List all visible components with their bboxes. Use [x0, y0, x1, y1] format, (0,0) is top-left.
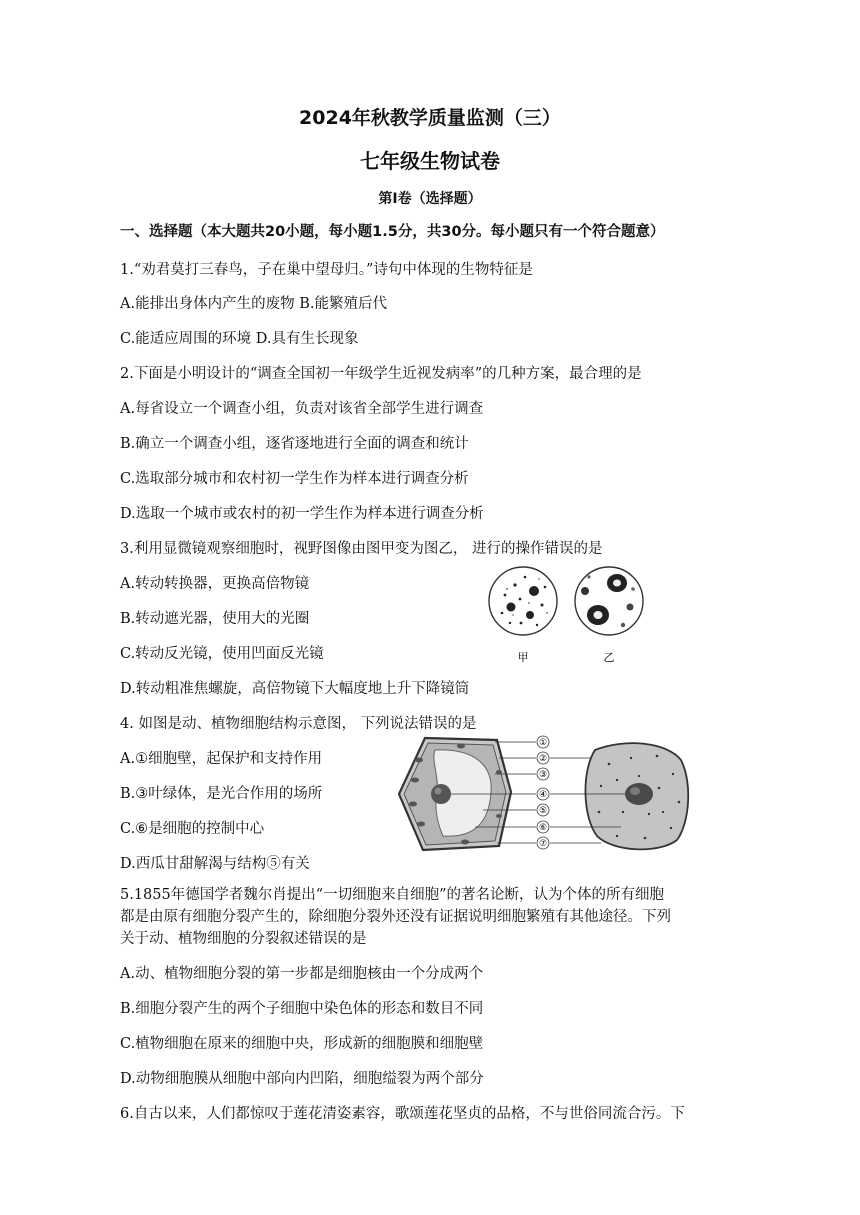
question-3-option-c: C.转动反光镜，使用凹面反光镜	[120, 646, 324, 662]
animal-cell	[585, 743, 688, 849]
question-2-option-a: A.每省设立一个调查小组，负责对该省全部学生进行调查	[120, 401, 484, 417]
question-3-option-d: D.转动粗准焦螺旋，高倍物镜下大幅度地上升下降镜筒	[120, 681, 470, 697]
svg-text:②: ②	[538, 754, 548, 764]
question-5-option-c: C.植物细胞在原来的细胞中央，形成新的细胞膜和细胞壁	[120, 1036, 484, 1052]
question-4-stem: 4. 如图是动、植物细胞结构示意图， 下列说法错误的是	[120, 716, 477, 732]
svg-text:⑤: ⑤	[538, 806, 548, 816]
question-4-option-b: B.③叶绿体，是光合作用的场所	[120, 786, 323, 802]
label-4	[537, 788, 549, 800]
question-4-option-c: C.⑥是细胞的控制中心	[120, 821, 265, 837]
label-jia: 甲	[517, 651, 529, 664]
question-2-option-c: C.选取部分城市和农村初一学生作为样本进行调查分析	[120, 471, 469, 487]
question-3-option-b: B.转动遮光器，使用大的光圈	[120, 611, 310, 627]
question-4-option-d: D.西瓜甘甜解渴与结构⑤有关	[120, 856, 310, 872]
label-1	[537, 736, 549, 748]
question-1-options-ab: A.能排出身体内产生的废物 B.能繁殖后代	[120, 296, 387, 312]
label-yi: 乙	[603, 651, 615, 664]
microscope-figure	[485, 563, 660, 668]
question-5-stem-line-2: 都是由原有细胞分裂产生的，除细胞分裂外还没有证据说明细胞繁殖有其他途径。下列	[120, 909, 671, 925]
svg-text:⑥: ⑥	[538, 823, 548, 833]
question-5-option-b: B.细胞分裂产生的两个子细胞中染色体的形态和数目不同	[120, 1001, 484, 1017]
question-1-options-cd: C.能适应周围的环境 D.具有生长现象	[120, 331, 359, 347]
question-2-option-d: D.选取一个城市或农村的初一学生作为样本进行调查分析	[120, 506, 484, 522]
svg-text:⑦: ⑦	[538, 839, 548, 849]
question-2-option-b: B.确立一个调查小组，逐省逐地进行全面的调查和统计	[120, 436, 469, 452]
label-6	[537, 821, 549, 833]
question-4-option-a: A.①细胞壁，起保护和支持作用	[120, 751, 323, 767]
label-2	[537, 752, 549, 764]
question-3-option-a: A.转动转换器，更换高倍物镜	[120, 576, 310, 592]
question-5-stem-line-3: 关于动、植物细胞的分裂叙述错误的是	[120, 931, 367, 947]
question-5-option-a: A.动、植物细胞分裂的第一步都是细胞核由一个分成两个	[120, 966, 484, 982]
exam-subtitle: 七年级生物试卷	[360, 149, 500, 173]
question-5-option-d: D.动物细胞膜从细胞中部向内凹陷，细胞缢裂为两个部分	[120, 1071, 484, 1087]
svg-text:③: ③	[538, 770, 548, 780]
cell-structure-figure	[395, 732, 695, 856]
label-3	[537, 768, 549, 780]
question-5-stem	[120, 884, 740, 950]
section-heading: 一、选择题（本大题共20小题，每小题1.5分，共30分。每小题只有一个符合题意）	[120, 224, 665, 240]
label-7	[537, 837, 549, 849]
svg-text:①: ①	[538, 738, 548, 748]
question-5-stem-line-1: 5.1855年德国学者魏尔肖提出“一切细胞来自细胞”的著名论断，认为个体的所有细胞	[120, 887, 665, 903]
question-1-stem: 1.“劝君莫打三春鸟，子在巢中望母归。”诗句中体现的生物特征是	[120, 262, 533, 278]
svg-text:④: ④	[538, 790, 548, 800]
exam-title: 2024年秋教学质量监测（三）	[299, 107, 561, 129]
volume-title: 第Ⅰ卷（选择题）	[378, 191, 482, 207]
view-jia	[489, 567, 557, 635]
question-6-stem: 6.自古以来，人们都惊叹于莲花清姿素容，歌颂莲花坚贞的品格，不与世俗同流合污。下	[120, 1106, 685, 1122]
question-2-stem: 2.下面是小明设计的“调查全国初一年级学生近视发病率”的几种方案，最合理的是	[120, 366, 642, 382]
label-5	[537, 804, 549, 816]
view-yi	[575, 567, 643, 635]
question-3-stem: 3.利用显微镜观察细胞时，视野图像由图甲变为图乙， 进行的操作错误的是	[120, 541, 603, 557]
